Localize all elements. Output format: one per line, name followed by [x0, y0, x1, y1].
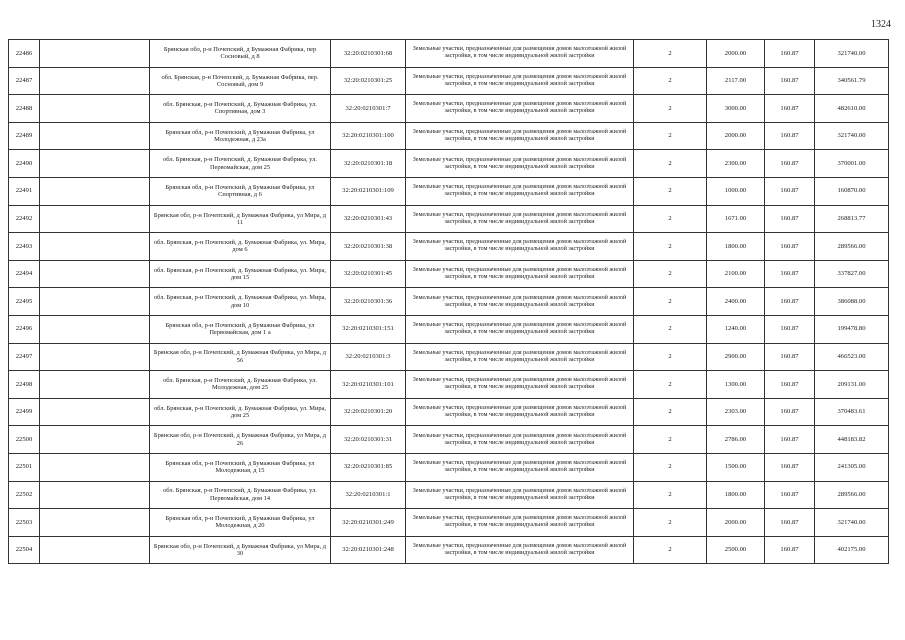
blank-cell: [40, 343, 150, 371]
rate-cell: 160.87: [765, 122, 815, 150]
address-cell: обл. Брянская, р-н Почепский, д. Бумажная Фабрика, ул. Мира, дом 10: [150, 288, 331, 316]
area-cell: 2000.00: [707, 509, 765, 537]
cadastral-value-cell: 289566.00: [815, 481, 889, 509]
table-row: [9, 509, 889, 537]
row-number: 22497: [9, 343, 40, 371]
blank-cell: [40, 315, 150, 343]
blank-cell: [40, 426, 150, 454]
row-number: 22503: [9, 509, 40, 537]
category-cell: 2: [634, 453, 707, 481]
table-row: [9, 260, 889, 288]
cadastral-value-cell: 482610.00: [815, 95, 889, 123]
table-row: [9, 398, 889, 426]
cadastral-value-cell: 466523.00: [815, 343, 889, 371]
category-cell: 2: [634, 260, 707, 288]
blank-cell: [40, 177, 150, 205]
page-number: 1324: [871, 19, 891, 30]
area-cell: 1671.00: [707, 205, 765, 233]
land-use-cell: Земельные участки, предназначенные для размещения домов малоэтажной жилой застройки, в том числе индивидуальной жилой застройки: [406, 260, 634, 288]
area-cell: 2000.00: [707, 40, 765, 68]
blank-cell: [40, 95, 150, 123]
cadastral-value-cell: 386088.00: [815, 288, 889, 316]
blank-cell: [40, 122, 150, 150]
rate-cell: 160.87: [765, 260, 815, 288]
table-row: [9, 122, 889, 150]
table-row: [9, 67, 889, 95]
row-number: 22502: [9, 481, 40, 509]
blank-cell: [40, 40, 150, 68]
blank-cell: [40, 67, 150, 95]
land-use-cell: Земельные участки, предназначенные для размещения домов малоэтажной жилой застройки, в том числе индивидуальной жилой застройки: [406, 95, 634, 123]
land-use-cell: Земельные участки, предназначенные для размещения домов малоэтажной жилой застройки, в том числе индивидуальной жилой застройки: [406, 481, 634, 509]
cadastral-number-cell: 32:20:0210301:68: [331, 40, 406, 68]
table-row: [9, 343, 889, 371]
area-cell: 2900.00: [707, 343, 765, 371]
rate-cell: 160.87: [765, 426, 815, 454]
category-cell: 2: [634, 371, 707, 399]
blank-cell: [40, 150, 150, 178]
category-cell: 2: [634, 95, 707, 123]
blank-cell: [40, 536, 150, 564]
land-use-cell: Земельные участки, предназначенные для размещения домов малоэтажной жилой застройки, в том числе индивидуальной жилой застройки: [406, 315, 634, 343]
area-cell: 1240.00: [707, 315, 765, 343]
address-cell: Брянская обл, р-н Почепский, д Бумажная Фабрика, ул Спортивная, д 6: [150, 177, 331, 205]
blank-cell: [40, 509, 150, 537]
area-cell: 1000.00: [707, 177, 765, 205]
address-cell: обл. Брянская, р-н Почепский, д. Бумажная Фабрика, пер. Сосновый, дом 9: [150, 67, 331, 95]
land-use-cell: Земельные участки, предназначенные для размещения домов малоэтажной жилой застройки, в том числе индивидуальной жилой застройки: [406, 67, 634, 95]
address-cell: Брянская обл, р-н Почепский, д Бумажная Фабрика, ул Молодежная, д 15: [150, 453, 331, 481]
area-cell: 2300.00: [707, 150, 765, 178]
address-cell: Брянская обл, р-н Почепский, д Бумажная Фабрика, ул Мира, д 11: [150, 205, 331, 233]
cadastral-value-cell: 448183.82: [815, 426, 889, 454]
land-use-cell: Земельные участки, предназначенные для размещения домов малоэтажной жилой застройки, в том числе индивидуальной жилой застройки: [406, 398, 634, 426]
area-cell: 1800.00: [707, 233, 765, 261]
table-row: [9, 40, 889, 68]
cadastral-number-cell: 32:20:0210301:100: [331, 122, 406, 150]
cadastral-value-cell: 209131.00: [815, 371, 889, 399]
land-use-cell: Земельные участки, предназначенные для размещения домов малоэтажной жилой застройки, в том числе индивидуальной жилой застройки: [406, 288, 634, 316]
blank-cell: [40, 205, 150, 233]
cadastral-value-cell: 402175.00: [815, 536, 889, 564]
category-cell: 2: [634, 481, 707, 509]
rate-cell: 160.87: [765, 150, 815, 178]
address-cell: Брянская обл, р-н Почепский, д Бумажная Фабрика, ул Мира, д 56: [150, 343, 331, 371]
row-number: 22498: [9, 371, 40, 399]
category-cell: 2: [634, 288, 707, 316]
category-cell: 2: [634, 233, 707, 261]
cadastral-value-cell: 160870.00: [815, 177, 889, 205]
cadastral-number-cell: 32:20:0210301:109: [331, 177, 406, 205]
cadastral-number-cell: 32:20:0210301:45: [331, 260, 406, 288]
area-cell: 2400.00: [707, 288, 765, 316]
blank-cell: [40, 371, 150, 399]
row-number: 22496: [9, 315, 40, 343]
cadastral-value-cell: 370483.61: [815, 398, 889, 426]
land-use-cell: Земельные участки, предназначенные для размещения домов малоэтажной жилой застройки, в том числе индивидуальной жилой застройки: [406, 40, 634, 68]
cadastral-value-cell: 321740.00: [815, 509, 889, 537]
cadastral-number-cell: 32:20:0210301:101: [331, 371, 406, 399]
land-use-cell: Земельные участки, предназначенные для размещения домов малоэтажной жилой застройки, в том числе индивидуальной жилой застройки: [406, 205, 634, 233]
category-cell: 2: [634, 426, 707, 454]
table-row: [9, 177, 889, 205]
address-cell: обл. Брянская, р-н Почепский, д. Бумажная Фабрика, ул. Мира, дом 25: [150, 398, 331, 426]
category-cell: 2: [634, 122, 707, 150]
blank-cell: [40, 260, 150, 288]
category-cell: 2: [634, 509, 707, 537]
row-number: 22494: [9, 260, 40, 288]
category-cell: 2: [634, 177, 707, 205]
area-cell: 2786.00: [707, 426, 765, 454]
address-cell: обл. Брянская, р-н Почепский, д. Бумажная Фабрика, ул. Мира, дом 15: [150, 260, 331, 288]
row-number: 22488: [9, 95, 40, 123]
address-cell: Брянская обл, р-н Почепский, д Бумажная Фабрика, ул Молодежная, д 20: [150, 509, 331, 537]
land-plots-table: [8, 39, 889, 564]
cadastral-number-cell: 32:20:0210301:18: [331, 150, 406, 178]
area-cell: 1500.00: [707, 453, 765, 481]
cadastral-value-cell: 199478.80: [815, 315, 889, 343]
blank-cell: [40, 233, 150, 261]
area-cell: 3000.00: [707, 95, 765, 123]
land-use-cell: Земельные участки, предназначенные для размещения домов малоэтажной жилой застройки, в том числе индивидуальной жилой застройки: [406, 122, 634, 150]
row-number: 22499: [9, 398, 40, 426]
rate-cell: 160.87: [765, 177, 815, 205]
cadastral-value-cell: 268813.77: [815, 205, 889, 233]
cadastral-number-cell: 32:20:0210301:151: [331, 315, 406, 343]
rate-cell: 160.87: [765, 536, 815, 564]
row-number: 22501: [9, 453, 40, 481]
cadastral-value-cell: 321740.00: [815, 122, 889, 150]
area-cell: 2100.00: [707, 260, 765, 288]
cadastral-number-cell: 32:20:0210301:1: [331, 481, 406, 509]
land-use-cell: Земельные участки, предназначенные для размещения домов малоэтажной жилой застройки, в том числе индивидуальной жилой застройки: [406, 509, 634, 537]
category-cell: 2: [634, 67, 707, 95]
land-use-cell: Земельные участки, предназначенные для размещения домов малоэтажной жилой застройки, в том числе индивидуальной жилой застройки: [406, 177, 634, 205]
table-row: [9, 288, 889, 316]
row-number: 22486: [9, 40, 40, 68]
cadastral-value-cell: 340561.79: [815, 67, 889, 95]
cadastral-value-cell: 321740.00: [815, 40, 889, 68]
rate-cell: 160.87: [765, 95, 815, 123]
rate-cell: 160.87: [765, 509, 815, 537]
category-cell: 2: [634, 315, 707, 343]
address-cell: обл. Брянская, р-н Почепский, д. Бумажная Фабрика, ул. Молодежная, дом 25: [150, 371, 331, 399]
cadastral-number-cell: 32:20:0210301:3: [331, 343, 406, 371]
table-row: [9, 536, 889, 564]
blank-cell: [40, 398, 150, 426]
table-row: [9, 95, 889, 123]
rate-cell: 160.87: [765, 288, 815, 316]
row-number: 22487: [9, 67, 40, 95]
rate-cell: 160.87: [765, 315, 815, 343]
row-number: 22489: [9, 122, 40, 150]
land-use-cell: Земельные участки, предназначенные для размещения домов малоэтажной жилой застройки, в том числе индивидуальной жилой застройки: [406, 371, 634, 399]
address-cell: Брянская обл, р-н Почепский, д Бумажная Фабрика, пер Сосновый, д 8: [150, 40, 331, 68]
area-cell: 2500.00: [707, 536, 765, 564]
category-cell: 2: [634, 40, 707, 68]
cadastral-number-cell: 32:20:0210301:7: [331, 95, 406, 123]
cadastral-number-cell: 32:20:0210301:249: [331, 509, 406, 537]
rate-cell: 160.87: [765, 67, 815, 95]
rate-cell: 160.87: [765, 205, 815, 233]
cadastral-number-cell: 32:20:0210301:43: [331, 205, 406, 233]
land-use-cell: Земельные участки, предназначенные для размещения домов малоэтажной жилой застройки, в том числе индивидуальной жилой застройки: [406, 150, 634, 178]
area-cell: 2117.00: [707, 67, 765, 95]
row-number: 22495: [9, 288, 40, 316]
rate-cell: 160.87: [765, 398, 815, 426]
rate-cell: 160.87: [765, 453, 815, 481]
table-row: [9, 453, 889, 481]
cadastral-number-cell: 32:20:0210301:25: [331, 67, 406, 95]
category-cell: 2: [634, 150, 707, 178]
cadastral-value-cell: 241305.00: [815, 453, 889, 481]
cadastral-number-cell: 32:20:0210301:31: [331, 426, 406, 454]
row-number: 22493: [9, 233, 40, 261]
address-cell: обл. Брянская, р-н Почепский, д. Бумажная Фабрика, ул. Спортивная, дом 3: [150, 95, 331, 123]
row-number: 22491: [9, 177, 40, 205]
land-use-cell: Земельные участки, предназначенные для размещения домов малоэтажной жилой застройки, в том числе индивидуальной жилой застройки: [406, 233, 634, 261]
blank-cell: [40, 288, 150, 316]
address-cell: Брянская обл, р-н Почепский, д Бумажная Фабрика, ул Мира, д 26: [150, 426, 331, 454]
category-cell: 2: [634, 398, 707, 426]
table-row: [9, 371, 889, 399]
table-row: [9, 481, 889, 509]
row-number: 22500: [9, 426, 40, 454]
table-row: [9, 233, 889, 261]
cadastral-value-cell: 337827.00: [815, 260, 889, 288]
blank-cell: [40, 453, 150, 481]
cadastral-number-cell: 32:20:0210301:85: [331, 453, 406, 481]
rate-cell: 160.87: [765, 343, 815, 371]
cadastral-number-cell: 32:20:0210301:38: [331, 233, 406, 261]
area-cell: 2303.00: [707, 398, 765, 426]
rate-cell: 160.87: [765, 233, 815, 261]
rate-cell: 160.87: [765, 40, 815, 68]
blank-cell: [40, 481, 150, 509]
cadastral-number-cell: 32:20:0210301:20: [331, 398, 406, 426]
address-cell: Брянская обл, р-н Почепский, д Бумажная Фабрика, ул Мира, д 30: [150, 536, 331, 564]
land-use-cell: Земельные участки, предназначенные для размещения домов малоэтажной жилой застройки, в том числе индивидуальной жилой застройки: [406, 536, 634, 564]
area-cell: 1800.00: [707, 481, 765, 509]
address-cell: Брянская обл, р-н Почепский, д Бумажная Фабрика, ул Первомайская, дом 1 а: [150, 315, 331, 343]
category-cell: 2: [634, 343, 707, 371]
land-use-cell: Земельные участки, предназначенные для размещения домов малоэтажной жилой застройки, в том числе индивидуальной жилой застройки: [406, 453, 634, 481]
category-cell: 2: [634, 205, 707, 233]
land-use-cell: Земельные участки, предназначенные для размещения домов малоэтажной жилой застройки, в том числе индивидуальной жилой застройки: [406, 343, 634, 371]
table-row: [9, 315, 889, 343]
table-row: [9, 205, 889, 233]
rate-cell: 160.87: [765, 481, 815, 509]
category-cell: 2: [634, 536, 707, 564]
address-cell: обл. Брянская, р-н Почепский, д. Бумажная Фабрика, ул. Мира, дом 6: [150, 233, 331, 261]
cadastral-number-cell: 32:20:0210301:36: [331, 288, 406, 316]
area-cell: 2000.00: [707, 122, 765, 150]
rate-cell: 160.87: [765, 371, 815, 399]
row-number: 22490: [9, 150, 40, 178]
cadastral-number-cell: 32:20:0210301:248: [331, 536, 406, 564]
table-row: [9, 150, 889, 178]
address-cell: Брянская обл, р-н Почепский, д Бумажная Фабрика, ул Молодежная, д 23а: [150, 122, 331, 150]
address-cell: обл. Брянская, р-н Почепский, д. Бумажная Фабрика, ул. Первомайская, дом 25: [150, 150, 331, 178]
land-use-cell: Земельные участки, предназначенные для размещения домов малоэтажной жилой застройки, в том числе индивидуальной жилой застройки: [406, 426, 634, 454]
cadastral-value-cell: 370001.00: [815, 150, 889, 178]
row-number: 22504: [9, 536, 40, 564]
table-row: [9, 426, 889, 454]
address-cell: обл. Брянская, р-н Почепский, д. Бумажная Фабрика, ул. Первомайская, дом 14: [150, 481, 331, 509]
area-cell: 1300.00: [707, 371, 765, 399]
cadastral-value-cell: 289566.00: [815, 233, 889, 261]
row-number: 22492: [9, 205, 40, 233]
